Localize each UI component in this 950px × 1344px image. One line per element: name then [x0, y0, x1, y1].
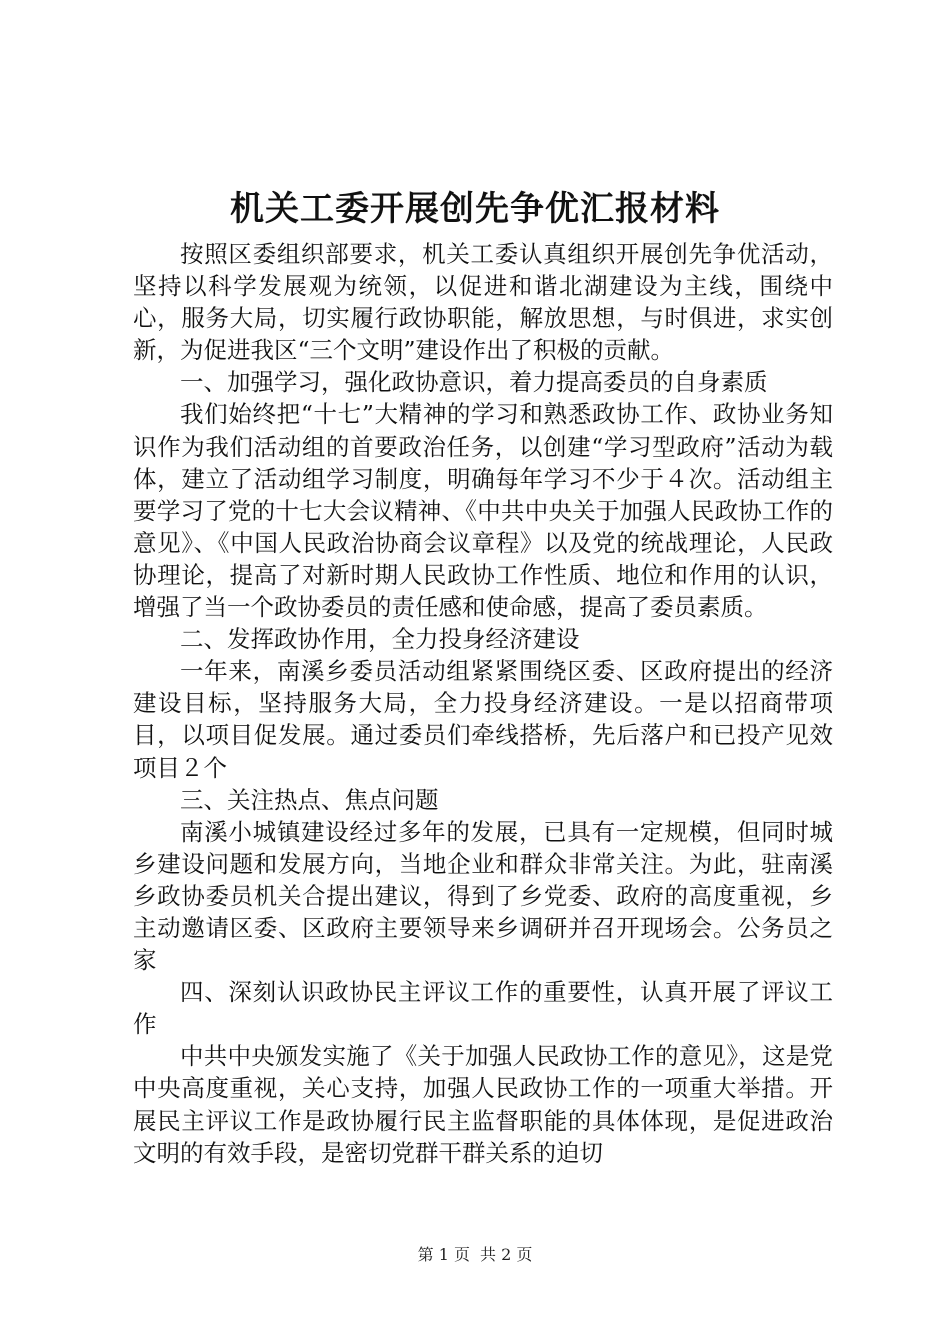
section-heading-2: 二、发挥政协作用，全力投身经济建设	[180, 625, 580, 654]
section-heading-1: 一、加强学习，强化政协意识，着力提高委员的自身素质	[180, 368, 768, 397]
page-number: 第 1 页	[417, 1245, 470, 1264]
section-paragraph-4: 中共中央颁发实施了《关于加强人民政协工作的意见》，这是党中央高度重视，关心支持，加强人民政协工作的一项重大举措。开展民主评议工作是政协履行民主监督职能的具体体现，是促进政治文明的有效手段，是密切党群干群关系的迫切	[133, 1042, 833, 1167]
page-title: 机关工委开展创先争优汇报材料	[230, 189, 720, 229]
section-paragraph-3: 南溪小城镇建设经过多年的发展，已具有一定规模，但同时城乡建设问题和发展方向，当地企业和群众非常关注。为此，驻南溪乡政协委员机关合提出建议，得到了乡党委、政府的高度重视，乡主动邀请区委、区政府主要领导来乡调研并召开现场会。公务员之家	[133, 817, 833, 975]
intro-paragraph: 按照区委组织部要求，机关工委认真组织开展创先争优活动，坚持以科学发展观为统领，以促进和谐北湖建设为主线，围绕中心，服务大局，切实履行政协职能，解放思想，与时俱进，求实创新，为促进我区“三个文明”建设作出了积极的贡献。	[133, 240, 833, 365]
section-paragraph-1: 我们始终把“十七”大精神的学习和熟悉政协工作、政协业务知识作为我们活动组的首要政治任务，以创建“学习型政府”活动为载体，建立了活动组学习制度，明确每年学习不少于４次。活动组主要学习了党的十七大会议精神、《中共中央关于加强人民政协工作的意见》、《中国人民政治协商会议章程》以及党的统战理论，人民政协理论，提高了对新时期人民政协工作性质、地位和作用的认识，增强了当一个政协委员的责任感和使命感，提高了委员素质。	[133, 400, 833, 622]
document-body	[133, 238, 833, 1169]
page-footer	[0, 1244, 950, 1266]
section-paragraph-2: 一年来，南溪乡委员活动组紧紧围绕区委、区政府提出的经济建设目标，坚持服务大局，全力投身经济建设。一是以招商带项目，以项目促发展。通过委员们牵线搭桥，先后落户和已投产见效项目２个	[133, 657, 833, 782]
section-heading-4: 四、深刻认识政协民主评议工作的重要性，认真开展了评议工作	[133, 978, 833, 1039]
section-heading-3: 三、关注热点、焦点问题	[180, 785, 439, 814]
page-total: 共 2 页	[480, 1245, 533, 1264]
